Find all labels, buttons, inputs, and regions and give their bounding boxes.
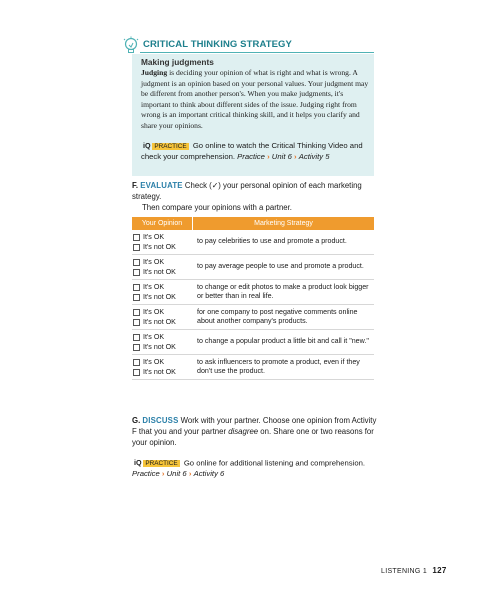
option-label: It's OK xyxy=(143,333,165,341)
section-title: CRITICAL THINKING STRATEGY xyxy=(143,39,292,50)
practice-text: Go online to watch the Critical Thinking Video and check your comprehension. xyxy=(141,141,363,161)
chevron-right-icon: › xyxy=(291,152,299,161)
option-label: It's OK xyxy=(143,308,165,316)
checkbox[interactable] xyxy=(133,259,140,266)
activity-f-text: Check (✓) your personal opinion of each marketing strategy. xyxy=(132,181,362,201)
option-ok xyxy=(133,232,193,242)
page-footer xyxy=(381,566,447,575)
iq-practice-badge[interactable] xyxy=(141,141,191,151)
iq-logo: iQ xyxy=(134,458,142,467)
path-unit: Unit 6 xyxy=(166,469,187,478)
strategy-cell: to change a popular product a little bit and call it "new." xyxy=(197,337,369,346)
practice-note-1 xyxy=(141,140,373,162)
opinion-cell xyxy=(132,280,193,304)
checkbox[interactable] xyxy=(133,269,140,276)
path-practice: Practice xyxy=(132,469,160,478)
opinion-cell xyxy=(132,305,193,329)
strategy-cell: to ask influencers to promote a product, even if they don't use the product. xyxy=(197,357,360,375)
option-ok xyxy=(133,282,193,292)
option-label: It's OK xyxy=(143,358,165,366)
table-header xyxy=(132,217,374,230)
lightbulb-icon xyxy=(122,36,140,56)
option-not-ok xyxy=(133,242,193,252)
chevron-right-icon: › xyxy=(264,152,272,161)
option-not-ok xyxy=(133,367,193,377)
practice-label: PRACTICE xyxy=(154,142,187,150)
option-label: It's OK xyxy=(143,258,165,266)
path-unit: Unit 6 xyxy=(271,152,292,161)
term-judging: Judging xyxy=(141,68,168,77)
option-label: It's OK xyxy=(143,283,165,291)
opinion-cell xyxy=(132,255,193,279)
title-divider xyxy=(140,52,374,53)
path-activity: Activity 5 xyxy=(298,152,330,161)
activity-f-instructions xyxy=(132,180,382,213)
checkbox[interactable] xyxy=(133,309,140,316)
table-body xyxy=(132,230,374,380)
option-label: It's not OK xyxy=(143,268,176,276)
activity-g-text-b: on. Share one or two reasons for your opinion. xyxy=(132,427,374,447)
strategy-cell: for one company to post negative comments online about another company's products. xyxy=(197,307,358,325)
table-row xyxy=(132,355,374,380)
option-label: It's not OK xyxy=(143,293,176,301)
table-row xyxy=(132,305,374,330)
table-row xyxy=(132,280,374,305)
option-label: It's not OK xyxy=(143,343,176,351)
path-activity: Activity 6 xyxy=(193,469,225,478)
option-label: It's OK xyxy=(143,233,165,241)
option-not-ok xyxy=(133,317,193,327)
checkbox[interactable] xyxy=(133,244,140,251)
activity-g-emphasis: disagree xyxy=(228,427,259,436)
activity-g-letter: G. xyxy=(132,416,141,425)
checkbox[interactable] xyxy=(133,294,140,301)
option-label: It's not OK xyxy=(143,318,176,326)
table-row xyxy=(132,330,374,355)
path-practice: Practice xyxy=(237,152,265,161)
iq-logo: iQ xyxy=(143,140,151,150)
opinion-cell xyxy=(132,230,193,254)
option-not-ok xyxy=(133,342,193,352)
table-row xyxy=(132,230,374,255)
chevron-right-icon: › xyxy=(159,469,167,478)
opinion-cell xyxy=(132,330,193,354)
practice-text: Go online for additional listening and comprehension. xyxy=(183,458,366,468)
checkbox[interactable] xyxy=(133,359,140,366)
checkbox[interactable] xyxy=(133,234,140,241)
activity-g-keyword: DISCUSS xyxy=(142,416,179,425)
option-ok xyxy=(133,257,193,267)
option-ok xyxy=(133,307,193,317)
strategy-cell: to pay celebrities to use and promote a product. xyxy=(197,237,347,246)
table-row xyxy=(132,255,374,280)
activity-g-text-a: Work with your partner. Choose one opinion from Activity F that you and your partner xyxy=(132,416,377,436)
activity-f-letter: F. xyxy=(132,181,139,190)
checkbox[interactable] xyxy=(133,369,140,376)
strategy-body xyxy=(141,68,369,132)
strategy-subtitle: Making judgments xyxy=(141,57,214,67)
option-label: It's not OK xyxy=(143,243,176,251)
practice-note-2 xyxy=(132,458,382,480)
activity-f-text-2: Then compare your opinions with a partner. xyxy=(142,203,292,212)
opinion-table xyxy=(132,217,374,380)
footer-section: LISTENING 1 xyxy=(381,568,428,575)
checkbox[interactable] xyxy=(133,344,140,351)
strategy-body-text: is deciding your opinion of what is right and what is wrong. A judgment is an opinion based on your personal values. Your judgment may be different from another person's. When you make judgments, it's important to think about different sides of the issue. Judging right from wrong is an important critical thinking skill, and it helps you clarify and share your opinions. xyxy=(141,68,369,130)
critical-thinking-header xyxy=(122,36,362,56)
option-ok xyxy=(133,332,193,342)
opinion-cell xyxy=(132,355,193,379)
activity-g-instructions xyxy=(132,415,382,448)
option-not-ok xyxy=(133,267,193,277)
header-marketing-strategy: Marketing Strategy xyxy=(254,220,313,227)
header-your-opinion: Your Opinion xyxy=(132,217,193,230)
checkbox[interactable] xyxy=(133,319,140,326)
practice-label: PRACTICE xyxy=(145,460,178,467)
checkbox[interactable] xyxy=(133,284,140,291)
strategy-cell: to pay average people to use and promote a product. xyxy=(197,262,364,271)
checkbox[interactable] xyxy=(133,334,140,341)
option-ok xyxy=(133,357,193,367)
option-not-ok xyxy=(133,292,193,302)
activity-f-keyword: EVALUATE xyxy=(140,181,183,190)
chevron-right-icon: › xyxy=(186,469,194,478)
page-number: 127 xyxy=(432,566,447,575)
option-label: It's not OK xyxy=(143,368,176,376)
iq-practice-badge[interactable] xyxy=(132,458,182,468)
strategy-cell: to change or edit photos to make a product look bigger or better than in real life. xyxy=(197,282,369,300)
